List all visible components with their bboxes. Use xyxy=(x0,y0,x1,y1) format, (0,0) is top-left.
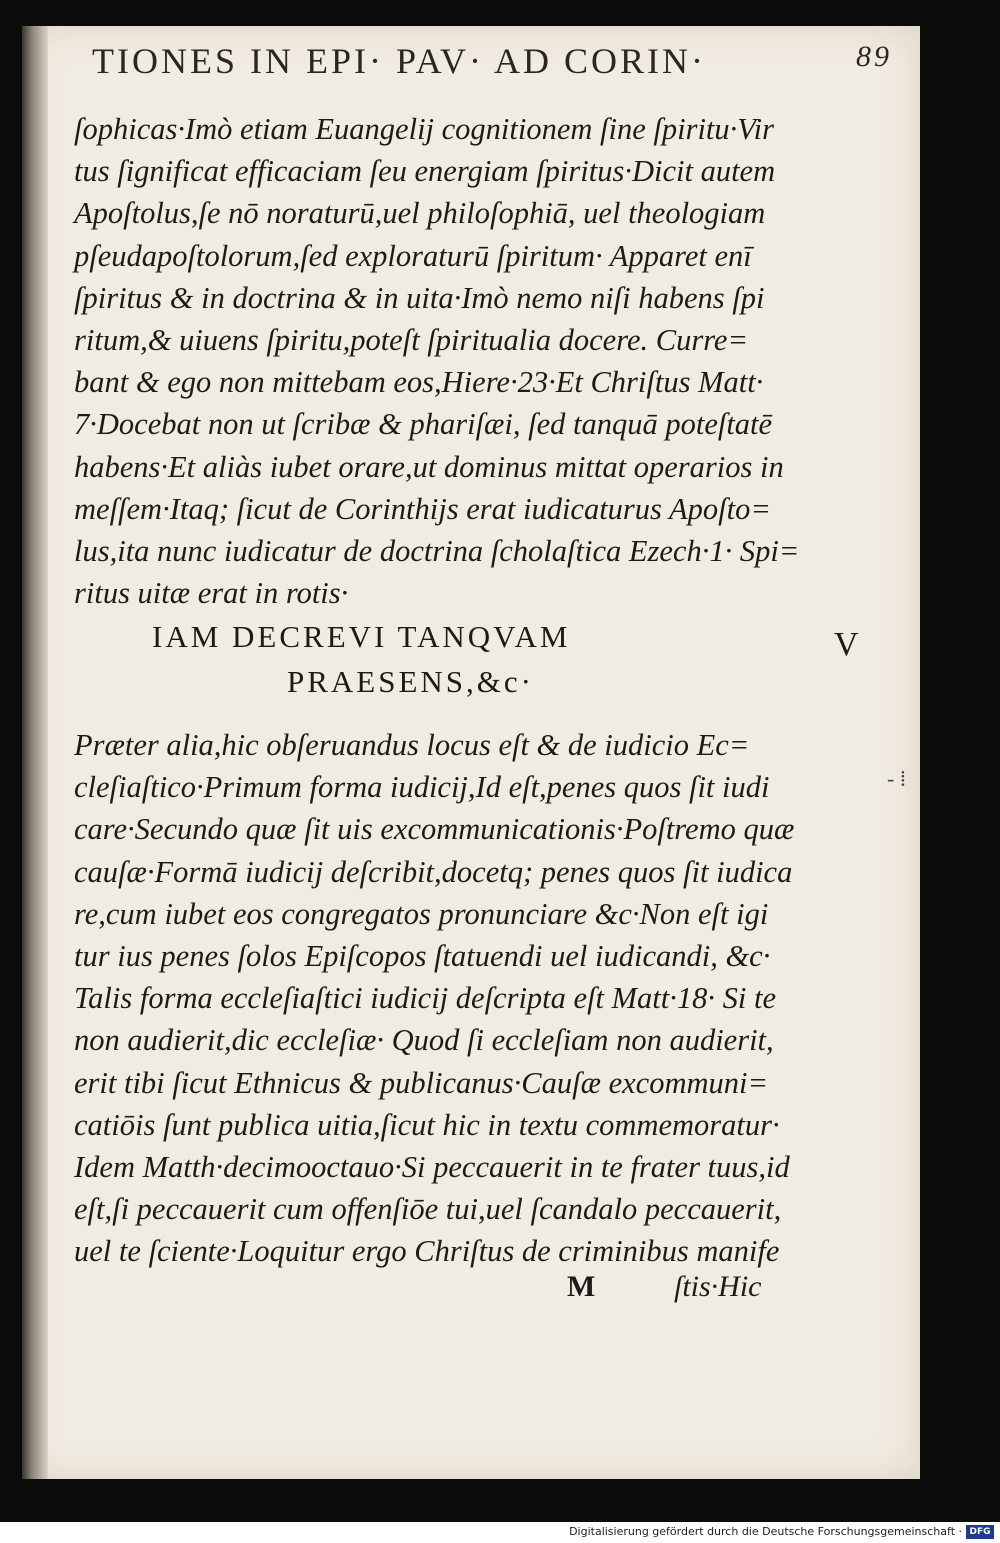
text-line: pſeudapoſtolorum,ſed exploraturū ſpiritum· Apparet enī xyxy=(74,238,752,273)
text-line: ſpiritus & in doctrina & in uita·Imò nemo niſi habens ſpi xyxy=(74,280,765,315)
text-line: cauſæ·Formā iudicij deſcribit,docetq; penes quos ſit iudica xyxy=(74,854,793,889)
text-line: re,cum iubet eos congregatos pronunciare &c·Non eſt igi xyxy=(74,896,769,931)
running-head-text: TIONES IN EPI· PAV· AD CORIN· xyxy=(92,41,707,81)
text-line: non audierit,dic eccleſiæ· Quod ſi eccleſiam non audierit, xyxy=(74,1023,774,1058)
body-text-block-1 xyxy=(74,108,834,614)
text-line: habens·Et aliàs iubet orare,ut dominus mittat operarios in xyxy=(74,449,784,484)
text-line: erit tibi ſicut Ethnicus & publicanus·Cauſæ excommuni= xyxy=(74,1065,769,1100)
heading-line: PRAESENS,&c· xyxy=(287,664,534,699)
text-line: care·Secundo quæ ſit uis excommunicationis·Poſtremo quæ xyxy=(74,812,795,847)
text-line: ritus uitæ erat in rotis· xyxy=(74,576,349,611)
text-line: eſt,ſi peccauerit cum offenſiōe tui,uel ſcandalo peccauerit, xyxy=(74,1192,782,1227)
text-line: lus,ita nunc iudicatur de doctrina ſcholaſtica Ezech·1· Spi= xyxy=(74,533,800,568)
dfg-logo: DFG xyxy=(966,1525,994,1539)
text-line: tus ſignificat efficaciam ſeu energiam ſpiritus·Dicit autem xyxy=(74,154,776,189)
margin-marks: - ⁞ xyxy=(887,766,906,791)
book-page xyxy=(22,26,920,1479)
running-head xyxy=(92,40,892,82)
text-line: uel te ſciente·Loquitur ergo Chriſtus de criminibus manife xyxy=(74,1234,780,1269)
text-line: cleſiaſtico·Primum forma iudicij,Id eſt,penes quos ſit iudi xyxy=(74,770,770,805)
page-gutter xyxy=(22,26,48,1479)
text-line: Apoſtolus,ſe nō noraturū,uel philoſophiā, uel theologiam xyxy=(74,196,766,231)
funding-credit: Digitalisierung gefördert durch die Deutsche Forschungsgemeinschaft · xyxy=(569,1525,962,1538)
catchword: ſtis·Hic xyxy=(674,1270,762,1303)
text-line: Idem Matth·decimooctauo·Si peccauerit in te frater tuus,id xyxy=(74,1149,790,1184)
footer-bar xyxy=(0,1522,1000,1543)
signature-mark: M xyxy=(567,1270,596,1303)
text-line: Præter alia,hic obſeruandus locus eſt & de iudicio Ec= xyxy=(74,728,750,762)
text-line: Talis forma eccleſiaſtici iudicij deſcripta eſt Matt·18· Si te xyxy=(74,981,776,1016)
text-line: meſſem·Itaq; ſicut de Corinthijs erat iudicaturus Apoſto= xyxy=(74,491,771,526)
text-line: catiōis ſunt publica uitia,ſicut hic in textu commemoratur· xyxy=(74,1107,780,1142)
text-line: ritum,& uiuens ſpiritu,poteſt ſpiritualia docere. Curre= xyxy=(74,322,749,357)
section-heading xyxy=(152,614,712,704)
body-text-block-2 xyxy=(74,724,834,1272)
text-line: bant & ego non mittebam eos,Hiere·23·Et Chriſtus Matt· xyxy=(74,365,764,400)
margin-letter: V xyxy=(834,626,859,663)
heading-line: IAM DECREVI TANQVAM xyxy=(152,619,571,654)
folio-number: 89 xyxy=(856,40,892,73)
text-line: ſophicas·Imò etiam Euangelij cognitionem ſine ſpiritu·Vir xyxy=(74,112,774,146)
text-line: tur ius penes ſolos Epiſcopos ſtatuendi uel iudicandi, &c· xyxy=(74,938,771,973)
text-line: 7·Docebat non ut ſcribæ & phariſæi, ſed tanquā poteſtatē xyxy=(74,407,773,442)
